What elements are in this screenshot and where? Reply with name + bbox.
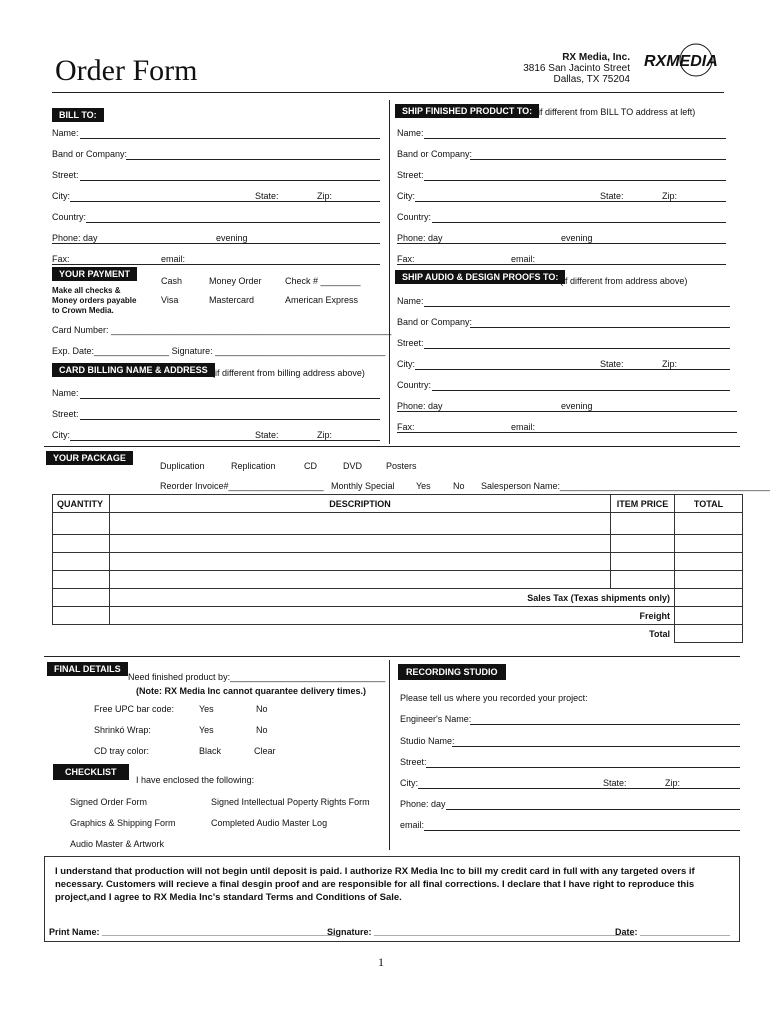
bill-to-heading: BILL TO: <box>52 108 104 122</box>
proofs-zip-label: Zip: <box>662 359 678 369</box>
sales-tax-value[interactable] <box>675 589 743 607</box>
tray-black[interactable]: Black <box>199 746 222 756</box>
option-duplication[interactable]: Duplication <box>160 461 205 471</box>
payment-check[interactable]: Check # ________ <box>285 276 361 286</box>
option-cd[interactable]: CD <box>304 461 317 471</box>
studio-phone-field[interactable] <box>446 809 740 810</box>
bill-city-field[interactable] <box>70 201 380 202</box>
proofs-state-label: State: <box>600 359 624 369</box>
bill-evening-label: evening <box>216 233 248 243</box>
proofs-evening-label: evening <box>561 401 593 411</box>
proofs-street-field[interactable] <box>424 348 730 349</box>
ship-band-field[interactable] <box>470 159 726 160</box>
need-by-field[interactable]: Need finished product by:_______________________________ <box>128 672 386 682</box>
company-street: 3816 San Jacinto Street <box>523 63 630 74</box>
payment-amex[interactable]: American Express <box>285 295 359 305</box>
option-replication[interactable]: Replication <box>231 461 276 471</box>
card-billing-heading: CARD BILLING NAME & ADDRESS <box>52 363 215 377</box>
card-number-field[interactable]: Card Number: ________________________________________________________ <box>52 325 392 335</box>
shrink-no[interactable]: No <box>256 725 268 735</box>
header-rule <box>52 92 724 93</box>
studio-phone-label: Phone: day <box>400 799 446 809</box>
lower-divider <box>389 660 390 850</box>
rx-media-logo <box>644 42 720 78</box>
studio-state-label: State: <box>603 778 627 788</box>
checklist-intro: I have enclosed the following: <box>136 775 255 785</box>
reorder-invoice-field[interactable]: Reorder Invoice#___________________ <box>160 481 324 491</box>
ship-to-heading: SHIP FINISHED PRODUCT TO: <box>395 104 539 118</box>
bill-country-field[interactable] <box>86 222 380 223</box>
check-signed-order[interactable]: Signed Order Form <box>70 797 148 807</box>
card-name-label: Name: <box>52 388 79 398</box>
monthly-no[interactable]: No <box>453 481 465 491</box>
ship-state-label: State: <box>600 191 624 201</box>
package-heading: YOUR PACKAGE <box>46 451 133 465</box>
card-name-field[interactable] <box>80 398 380 399</box>
signature-field[interactable]: Signature: ____________________________________________________ <box>327 927 635 937</box>
proofs-band-field[interactable] <box>470 327 730 328</box>
proofs-email-label: email: <box>511 422 536 432</box>
delivery-note: (Note: RX Media Inc cannot quarantee delivery times.) <box>136 686 367 696</box>
ship-fax-label: Fax: <box>397 254 415 264</box>
ship-street-label: Street: <box>397 170 424 180</box>
studio-zip-label: Zip: <box>665 778 681 788</box>
ship-email-label: email: <box>511 254 536 264</box>
table-row[interactable] <box>53 553 743 571</box>
terms-box <box>44 856 740 942</box>
ship-country-label: Country: <box>397 212 432 222</box>
bill-phone-field[interactable] <box>52 243 380 244</box>
proofs-city-label: City: <box>397 359 415 369</box>
table-header <box>53 495 743 513</box>
company-name: RX Media, Inc. <box>562 52 630 63</box>
exp-signature-field[interactable]: Exp. Date:_______________ Signature: __________________________________ <box>52 346 386 356</box>
total-row <box>53 625 743 643</box>
bill-street-label: Street: <box>52 170 79 180</box>
proofs-band-label: Band or Company: <box>397 317 473 327</box>
ship-to-note: (if different from BILL TO address at left) <box>535 107 696 117</box>
section-divider <box>389 100 390 444</box>
studio-heading: RECORDING STUDIO <box>398 664 506 680</box>
terms-text: I understand that production will not begin until deposit is paid. I authorize RX Media Inc to bill my credit card in full with any targeted overs if necessary. Customers will recieve a final desgin proof and are responsible for all final corrections. I declare that I have right to reproduce this project,and I agree to RX Media Inc's standard Terms and Conditions of Sale. <box>55 866 695 903</box>
shrink-yes[interactable]: Yes <box>199 725 214 735</box>
studio-prompt: Please tell us where you recorded your project: <box>400 693 588 703</box>
proofs-note: (if different from address above) <box>560 276 688 286</box>
proofs-heading: SHIP AUDIO & DESIGN PROOFS TO: <box>395 270 565 284</box>
logo-text: RXMEDIA <box>644 53 718 70</box>
bill-name-label: Name: <box>52 128 79 138</box>
ship-band-label: Band or Company: <box>397 149 473 159</box>
shrink-label: Shrinkó Wrap: <box>94 725 151 735</box>
bill-state-label: State: <box>255 191 279 201</box>
bill-name-field[interactable] <box>80 138 380 139</box>
date-field[interactable]: Date: __________________ <box>615 927 731 937</box>
bill-zip-label: Zip: <box>317 191 333 201</box>
check-audio-log[interactable]: Completed Audio Master Log <box>211 818 328 828</box>
bill-phone-label: Phone: day <box>52 233 98 243</box>
company-city: Dallas, TX 75204 <box>553 74 630 85</box>
card-city-field[interactable] <box>70 440 380 441</box>
ship-name-label: Name: <box>397 128 424 138</box>
studio-street-label: Street: <box>400 757 427 767</box>
page-title: Order Form <box>55 54 198 87</box>
table-row[interactable] <box>53 513 743 535</box>
total-label: Total <box>110 625 675 643</box>
order-table <box>52 494 743 643</box>
total-value[interactable] <box>675 625 743 643</box>
ship-city-field[interactable] <box>415 201 726 202</box>
ship-street-field[interactable] <box>424 180 726 181</box>
ship-country-field[interactable] <box>432 222 726 223</box>
upc-yes[interactable]: Yes <box>199 704 214 714</box>
col-description: DESCRIPTION <box>110 495 611 513</box>
studio-city-field[interactable] <box>418 788 740 789</box>
proofs-fax-field[interactable] <box>397 432 737 433</box>
ship-city-label: City: <box>397 191 415 201</box>
option-posters[interactable]: Posters <box>386 461 417 471</box>
card-street-label: Street: <box>52 409 79 419</box>
proofs-phone-field[interactable] <box>397 411 737 412</box>
bill-city-label: City: <box>52 191 70 201</box>
studio-street-field[interactable] <box>426 767 740 768</box>
ship-fax-field[interactable] <box>397 264 726 265</box>
studio-name-field[interactable] <box>452 746 740 747</box>
table-row[interactable] <box>53 571 743 589</box>
package-rule <box>44 446 740 447</box>
proofs-city-field[interactable] <box>415 369 730 370</box>
studio-name-label: Studio Name: <box>400 736 455 746</box>
bill-email-label: email: <box>161 254 186 264</box>
company-address <box>523 52 630 85</box>
final-details-heading: FINAL DETAILS <box>47 662 128 676</box>
col-quantity: QUANTITY <box>53 495 110 513</box>
engineer-label: Engineer's Name: <box>400 714 472 724</box>
bill-band-field[interactable] <box>126 159 380 160</box>
freight-row <box>53 607 743 625</box>
payment-cash[interactable]: Cash <box>161 276 183 286</box>
payment-note: Make all checks & Money orders payable to Crown Media. <box>52 286 137 315</box>
card-billing-note: (if different from billing address above) <box>212 368 365 378</box>
studio-email-label: email: <box>400 820 425 830</box>
card-city-label: City: <box>52 430 70 440</box>
engineer-field[interactable] <box>470 724 740 725</box>
proofs-country-label: Country: <box>397 380 432 390</box>
sales-tax-label: Sales Tax (Texas shipments only) <box>110 589 675 607</box>
table-row[interactable] <box>53 535 743 553</box>
card-state-label: State: <box>255 430 279 440</box>
freight-value[interactable] <box>675 607 743 625</box>
tray-label: CD tray color: <box>94 746 150 756</box>
bill-fax-field[interactable] <box>52 264 380 265</box>
salesperson-field[interactable]: Salesperson Name:__________________________________________ <box>481 481 770 491</box>
tray-clear[interactable]: Clear <box>254 746 276 756</box>
ship-phone-field[interactable] <box>397 243 726 244</box>
bill-street-field[interactable] <box>80 180 380 181</box>
payment-visa[interactable]: Visa <box>161 295 179 305</box>
proofs-street-label: Street: <box>397 338 424 348</box>
card-street-field[interactable] <box>80 419 380 420</box>
check-audio-master[interactable]: Audio Master & Artwork <box>70 839 165 849</box>
check-ip-rights[interactable]: Signed Intellectual Poperty Rights Form <box>211 797 370 807</box>
ship-name-field[interactable] <box>424 138 726 139</box>
proofs-fax-label: Fax: <box>397 422 415 432</box>
proofs-country-field[interactable] <box>432 390 730 391</box>
monthly-yes[interactable]: Yes <box>416 481 431 491</box>
final-rule <box>44 656 740 657</box>
payment-money-order[interactable]: Money Order <box>209 276 262 286</box>
freight-label: Freight <box>110 607 675 625</box>
payment-mastercard[interactable]: Mastercard <box>209 295 255 305</box>
monthly-special-label: Monthly Special <box>331 481 395 491</box>
bill-band-label: Band or Company: <box>52 149 128 159</box>
col-total: TOTAL <box>675 495 743 513</box>
proofs-name-label: Name: <box>397 296 424 306</box>
studio-email-field[interactable] <box>424 830 740 831</box>
proofs-phone-label: Phone: day <box>397 401 443 411</box>
ship-zip-label: Zip: <box>662 191 678 201</box>
upc-no[interactable]: No <box>256 704 268 714</box>
bill-country-label: Country: <box>52 212 87 222</box>
proofs-name-field[interactable] <box>424 306 730 307</box>
payment-heading: YOUR PAYMENT <box>52 267 137 281</box>
page-number: 1 <box>378 955 384 969</box>
ship-phone-label: Phone: day <box>397 233 443 243</box>
print-name-field[interactable]: Print Name: _______________________________________________ <box>49 927 338 937</box>
col-item-price: ITEM PRICE <box>611 495 675 513</box>
ship-evening-label: evening <box>561 233 593 243</box>
sales-tax-row <box>53 589 743 607</box>
option-dvd[interactable]: DVD <box>343 461 363 471</box>
checklist-heading: CHECKLIST <box>53 764 129 780</box>
upc-label: Free UPC bar code: <box>94 704 175 714</box>
studio-city-label: City: <box>400 778 418 788</box>
bill-fax-label: Fax: <box>52 254 70 264</box>
card-zip-label: Zip: <box>317 430 333 440</box>
check-graphics[interactable]: Graphics & Shipping Form <box>70 818 176 828</box>
